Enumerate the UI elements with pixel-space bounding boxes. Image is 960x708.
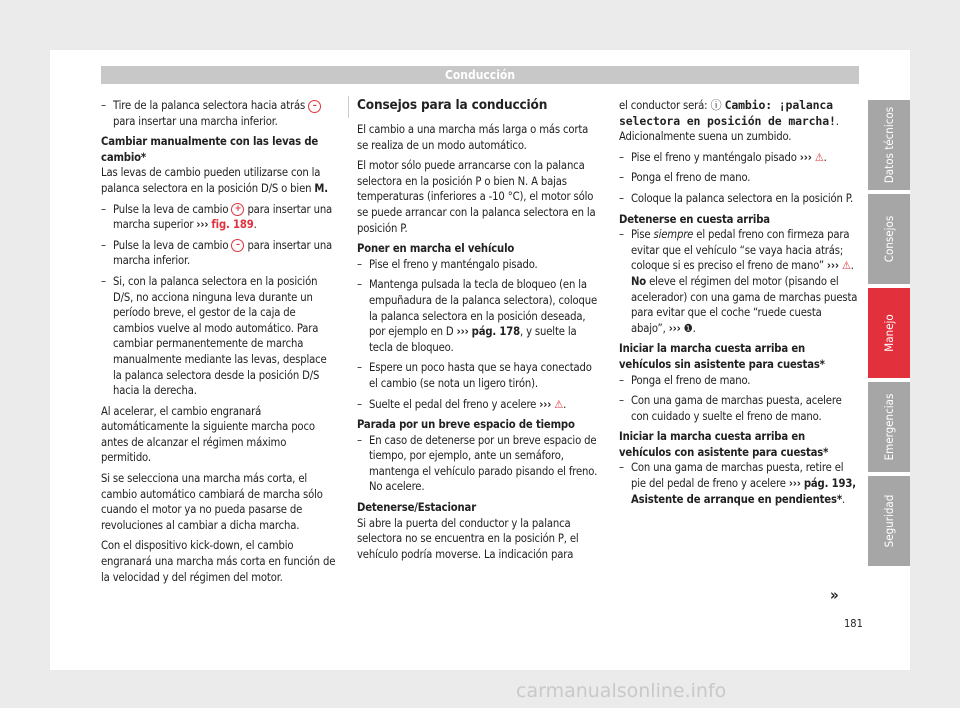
list-item: – Tire de la palanca selectora hacia atrás – para insertar una marcha inferior. xyxy=(101,98,337,129)
arrow-ref-icon: ››› xyxy=(456,325,469,339)
list-item: – Ponga el freno de mano. xyxy=(619,170,859,186)
arrow-ref-icon: ››› xyxy=(799,150,812,164)
tab-seguridad[interactable]: Seguridad xyxy=(868,476,910,566)
column-2 xyxy=(357,98,599,567)
column-3 xyxy=(619,98,859,512)
tab-manejo[interactable]: Manejo xyxy=(868,288,910,378)
section-heading: Poner en marcha el vehículo xyxy=(357,242,515,256)
arrow-ref-icon: ››› xyxy=(196,218,209,232)
paragraph: El motor sólo puede arrancarse con la palanca selectora en la posición P o bien N. A bajas temperaturas (inferiores a -10 °C), el motor sólo se puede arrancar con la palanca selectora en la posición P. xyxy=(357,159,596,235)
divider xyxy=(348,96,349,118)
caution-icon[interactable]: ❶ xyxy=(683,321,693,335)
warning-icon[interactable]: ⚠ xyxy=(841,259,851,273)
paragraph: El cambio a una marcha más larga o más corta se realiza de un modo automático. xyxy=(357,123,589,152)
paragraph: Al acelerar, el cambio engranará automáticamente la siguiente marcha poco antes de alcanzar el régimen máximo permitido. xyxy=(101,404,315,465)
figure-link[interactable]: fig. 189 xyxy=(211,218,254,232)
list-item: – Si, con la palanca selectora en la posición D/S, no acciona ninguna leva durante un período breve, el gestor de la caja de cambios vuelve al modo automático. Para cambiar permanentemente de marcha manualmente mediante las levas, desplace la palanca selectora desde la posición D/S hacia la derecha. xyxy=(101,274,337,399)
page-number: 181 xyxy=(844,617,863,630)
section-title: Consejos para la conducción xyxy=(357,97,548,113)
page-link[interactable]: pág. 178 xyxy=(471,325,520,339)
tab-emergencias[interactable]: Emergencias xyxy=(868,382,910,472)
list-item: – Espere un poco hasta que se haya conectado el cambio (se nota un ligero tirón). xyxy=(357,360,599,391)
arrow-ref-icon: ››› xyxy=(826,259,839,273)
arrow-ref-icon: ››› xyxy=(668,321,681,335)
section-heading: Parada por un breve espacio de tiempo xyxy=(357,418,575,432)
warning-icon[interactable]: ⚠ xyxy=(554,397,564,411)
page-link[interactable]: pág. 193, Asistente de arranque en pendientes* xyxy=(631,477,856,506)
list-item: – Pulse la leva de cambio + para insertar una marcha superior ››› fig. 189. xyxy=(101,202,337,233)
list-item: – En caso de detenerse por un breve espacio de tiempo, por ejemplo, ante un semáforo, mantenga el vehículo parado pisando el freno. No acelere. xyxy=(357,433,599,495)
list-item: – Pise el freno y manténgalo pisado. xyxy=(357,257,599,273)
arrow-ref-icon: ››› xyxy=(788,477,801,491)
plus-icon: + xyxy=(231,203,244,216)
warning-icon[interactable]: ⚠ xyxy=(814,150,824,164)
section-heading: Detenerse en cuesta arriba xyxy=(619,212,770,226)
list-item: – Mantenga pulsada la tecla de bloqueo (en la empuñadura de la palanca selectora), coloque la palanca selectora en la posición deseada, por ejemplo en D ››› pág. 178, y suelte la tecla de bloqueo. xyxy=(357,277,599,355)
paragraph: Si se selecciona una marcha más corta, el cambio automático cambiará de marcha sólo cuando el motor ya no pueda pasarse de revoluciones al cambiar a dicha marcha. xyxy=(101,472,323,532)
tab-datos-tecnicos[interactable]: Datos técnicos xyxy=(868,100,910,190)
watermark: carmanualsonline.info xyxy=(516,680,727,702)
minus-icon: – xyxy=(308,100,321,113)
section-tabs xyxy=(868,100,910,570)
section-heading: Cambiar manualmente con las levas de cambio* xyxy=(101,135,319,164)
info-icon: ⓘ xyxy=(710,99,722,112)
section-heading: Detenerse/Estacionar xyxy=(357,501,477,515)
paragraph: Si abre la puerta del conductor y la palanca selectora no se encuentra en la posición P, el vehículo podría moverse. La indicación para xyxy=(357,516,579,561)
section-heading: Iniciar la marcha cuesta arriba en vehículos sin asistente para cuestas* xyxy=(619,342,825,371)
list-item: – Suelte el pedal del freno y acelere ››› ⚠. xyxy=(357,397,599,413)
list-item: – Ponga el freno de mano. xyxy=(619,373,859,389)
paragraph: Las levas de cambio pueden utilizarse con la palanca selectora en la posición D/S o bien M. xyxy=(101,166,328,195)
minus-icon: – xyxy=(231,239,244,252)
column-1 xyxy=(101,98,337,590)
arrow-ref-icon: ››› xyxy=(539,397,552,411)
list-item: – Con una gama de marchas puesta, acelere con cuidado y suelte el freno de mano. xyxy=(619,393,859,424)
list-item: – Pise el freno y manténgalo pisado ››› ⚠. xyxy=(619,150,859,166)
list-item: – Con una gama de marchas puesta, retire el pie del pedal de freno y acelere ››› pág. 193, Asistente de arranque en pendientes*. xyxy=(619,460,859,507)
section-heading: Iniciar la marcha cuesta arriba en vehículos con asistente para cuestas* xyxy=(619,430,829,459)
list-item: – Coloque la palanca selectora en la posición P. xyxy=(619,191,859,207)
display-message: Cambio: ¡palanca selectora en posición de marcha! xyxy=(619,98,836,128)
page-header: Conducción xyxy=(101,66,859,84)
list-item: – Pulse la leva de cambio – para insertar una marcha inferior. xyxy=(101,238,337,269)
tab-consejos[interactable]: Consejos xyxy=(868,194,910,284)
paragraph: Con el dispositivo kick-down, el cambio engranará una marcha más corta en función de la velocidad y del régimen del motor. xyxy=(101,539,336,584)
paragraph: el conductor será: ⓘ Cambio: ¡palanca selectora en posición de marcha!. Adicionalmente suena un zumbido. xyxy=(619,98,839,144)
continue-icon: » xyxy=(830,586,839,604)
list-item: – Pise siempre el pedal freno con firmeza para evitar que el vehículo “se vaya hacia atrás; coloque si es preciso el freno de mano” ››› ⚠. No eleve el régimen del motor (pisando el acelerador) con una gama de marchas puesta para evitar que el coche “ruede cuesta abajo”, ››› ❶. xyxy=(619,227,859,336)
